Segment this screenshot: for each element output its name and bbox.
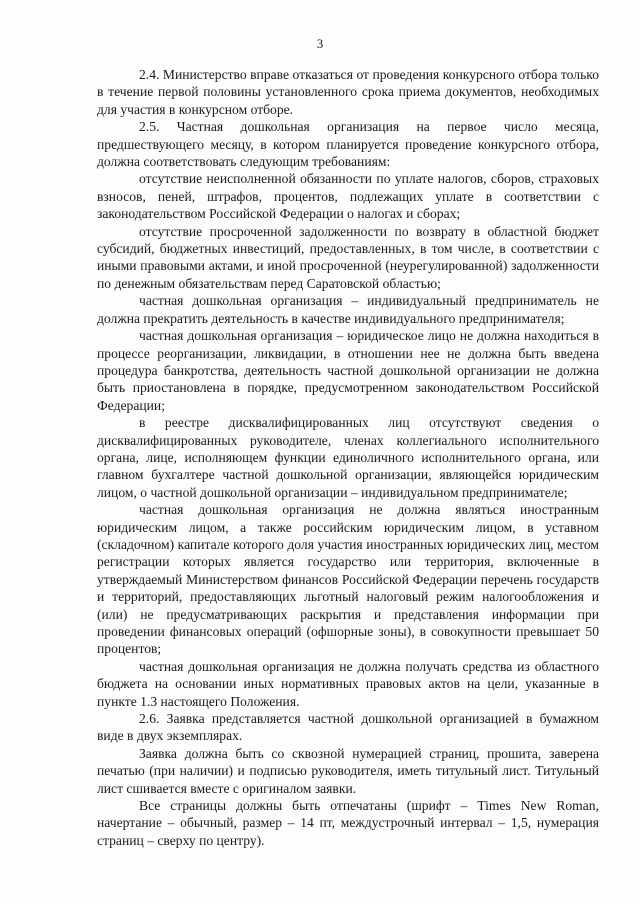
requirement-no-tax-debt: отсутствие неисполненной обязанности по уплате налогов, сборов, страховых взносов, пеней, штрафов, процентов, подлежащих уплате в соответствии с законодательством Российской Федерации о налогах и сборах; (97, 171, 599, 222)
page-number: 3 (316, 36, 324, 51)
requirement-no-reorganization: частная дошкольная организация – юридическое лицо не должна находиться в процессе реорганизации, ликвидации, в отношении нее не должна быть введена процедура банкротства, деятельность частной дошкольной организации не должна быть приостановлена в порядке, предусмотренном законодательством Российской Федерации; (97, 328, 599, 413)
paragraph-2-6: 2.6. Заявка представляется частной дошкольной организацией в бумажном виде в двух экземплярах. (97, 711, 599, 744)
requirement-not-foreign: частная дошкольная организация не должна являться иностранным юридическим лицом, а также российским юридическим лицом, в уставном (складочном) капитале которого доля участия иностранных юридических лиц, местом регистрации которых является государство или территория, включенные в утверждаемый Министерством финансов Российской Федерации перечень государств и территорий, предоставляющих льготный налоговый режим налогообложения и (или) не предусматривающих раскрытия и представления информации при проведении финансовых операций (офшорные зоны), в совокупности превышает 50 процентов; (97, 502, 599, 657)
paragraph-application-format: Заявка должна быть со сквозной нумерацией страниц, прошита, заверена печатью (при наличии) и подписью руководителя, иметь титульный лист. Титульный лист сшивается вместе с оригиналом заявки. (97, 745, 599, 796)
paragraph-2-5: 2.5. Частная дошкольная организация на первое число месяца, предшествующего месяцу, в котором планируется проведение конкурсного отбора, должна соответствовать следующим требованиям: (97, 119, 599, 170)
document-body (97, 66, 599, 849)
requirement-no-disqualified: в реестре дисквалифицированных лиц отсутствуют сведения о дисквалифицированных руководителе, членах коллегиального исполнительного органа, лице, исполняющем функции единоличного исполнительного органа, или главном бухгалтере частной дошкольной организации, являющейся юридическим лицом, о частной дошкольной организации – индивидуальном предпринимателе; (97, 415, 599, 500)
requirement-no-overdue-debt: отсутствие просроченной задолженности по возврату в областной бюджет субсидий, бюджетных инвестиций, предоставленных, в том числе, в соответствии с иными правовыми актами, и иной просроченной (неурегулированной) задолженности по денежным обязательствам перед Саратовской областью; (97, 223, 599, 291)
requirement-entrepreneur-active: частная дошкольная организация – индивидуальный предприниматель не должна прекратить деятельность в качестве индивидуального предпринимателя; (97, 293, 599, 326)
requirement-no-other-funds: частная дошкольная организация не должна получать средства из областного бюджета на основании иных нормативных правовых актов на цели, указанные в пункте 1.3 настоящего Положения. (97, 658, 599, 709)
paragraph-print-requirements: Все страницы должны быть отпечатаны (шрифт – Times New Roman, начертание – обычный, размер – 14 пт, междустрочный интервал – 1,5, нумерация страниц – сверху по центру). (97, 798, 599, 848)
paragraph-2-4: 2.4. Министерство вправе отказаться от проведения конкурсного отбора только в течение первой половины установленного срока приема документов, необходимых для участия в конкурсном отборе. (97, 67, 599, 117)
